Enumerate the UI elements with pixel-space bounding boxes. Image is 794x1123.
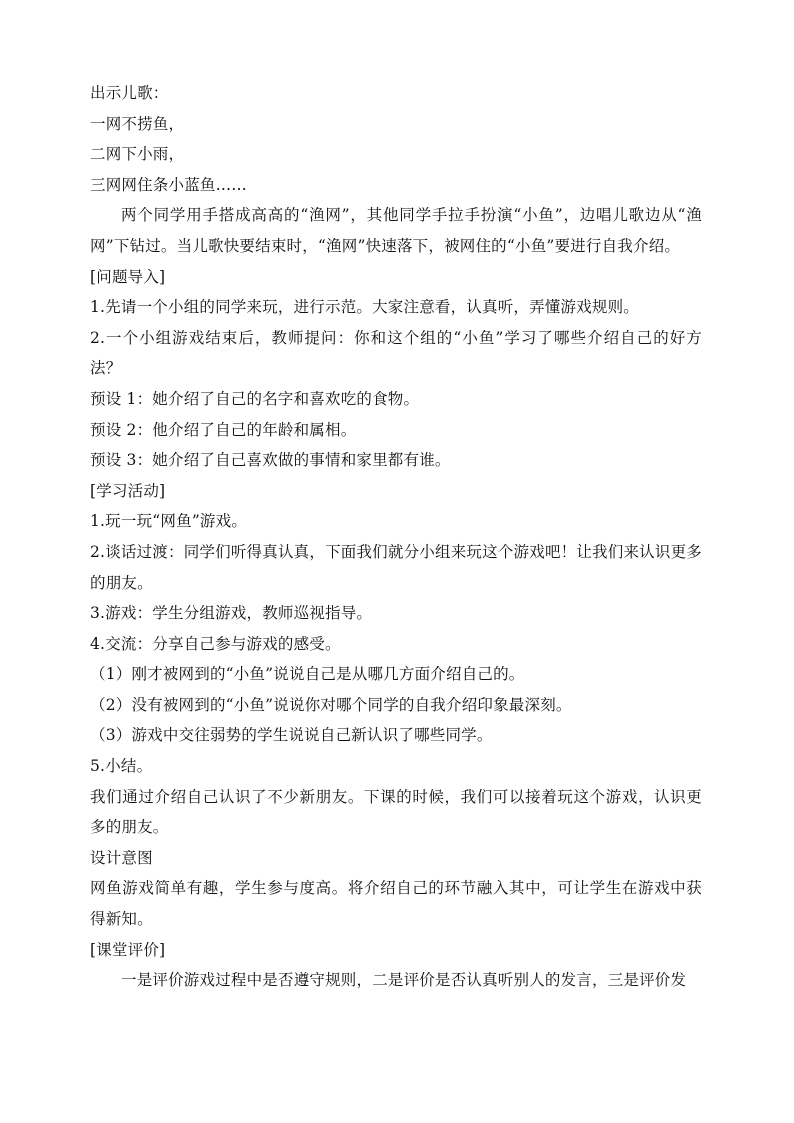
paragraph-class-evaluation: 一是评价游戏过程中是否遵守规则，二是评价是否认真听别人的发言，三是评价发: [121, 971, 687, 990]
preset-answer-1: 预设 1：她介绍了自己的名字和喜欢吃的食物。: [90, 389, 420, 408]
paragraph-game-description: 两个同学用手搭成高高的“渔网”，其他同学手拉手扮演“小鱼”，边唱儿歌边从“渔网”下钻过。当儿歌快要结束时，“渔网”快速落下，被网住的“小鱼”要进行自我介绍。: [90, 206, 702, 255]
paragraph-song-line-2: 二网下小雨，: [90, 145, 185, 164]
list-item: 3.游戏：学生分组游戏，教师巡视指导。: [90, 604, 373, 623]
sub-list-item: （3）游戏中交往弱势的学生说说自己新认识了哪些同学。: [90, 726, 493, 745]
list-item: 1.先请一个小组的同学来玩，进行示范。大家注意看，认真听，弄懂游戏规则。: [90, 298, 639, 317]
paragraph-summary: 我们通过介绍自己认识了不少新朋友。下课的时候，我们可以接着玩这个游戏，认识更多的朋友。: [90, 787, 702, 837]
document-body: [90, 78, 702, 996]
section-heading-class-evaluation: [课堂评价]: [90, 940, 166, 959]
list-item: 1.玩一玩“网鱼”游戏。: [90, 512, 248, 531]
paragraph-song-line-3: 三网网住条小蓝鱼……: [90, 175, 248, 194]
paragraph-design-intent: 网鱼游戏简单有趣，学生参与度高。将介绍自己的环节融入其中，可让学生在游戏中获得新知。: [90, 879, 702, 929]
list-item: 5.小结。: [90, 757, 153, 776]
sub-list-item: （2）没有被网到的“小鱼”说说你对哪个同学的自我介绍印象最深刻。: [90, 695, 572, 714]
list-item: 2.谈话过渡：同学们听得真认真，下面我们就分小组来玩这个游戏吧！让我们来认识更多的朋友。: [90, 542, 702, 592]
section-heading-learning-activity: [学习活动]: [90, 481, 166, 500]
list-item: 4.交流：分享自己参与游戏的感受。: [90, 634, 341, 653]
list-item: 2.一个小组游戏结束后，教师提问：你和这个组的“小鱼”学习了哪些介绍自己的好方法？: [90, 328, 702, 378]
section-heading-question-intro: [问题导入]: [90, 267, 166, 286]
preset-answer-3: 预设 3：她介绍了自己喜欢做的事情和家里都有谁。: [90, 451, 451, 470]
section-heading-design-intent: 设计意图: [90, 848, 153, 867]
sub-list-item: （1）刚才被网到的“小鱼”说说自己是从哪几方面介绍自己的。: [90, 665, 525, 684]
paragraph-song-intro: 出示儿歌：: [90, 84, 169, 102]
preset-answer-2: 预设 2：他介绍了自己的年龄和属相。: [90, 420, 357, 439]
paragraph-song-line-1: 一网不捞鱼，: [90, 114, 185, 133]
